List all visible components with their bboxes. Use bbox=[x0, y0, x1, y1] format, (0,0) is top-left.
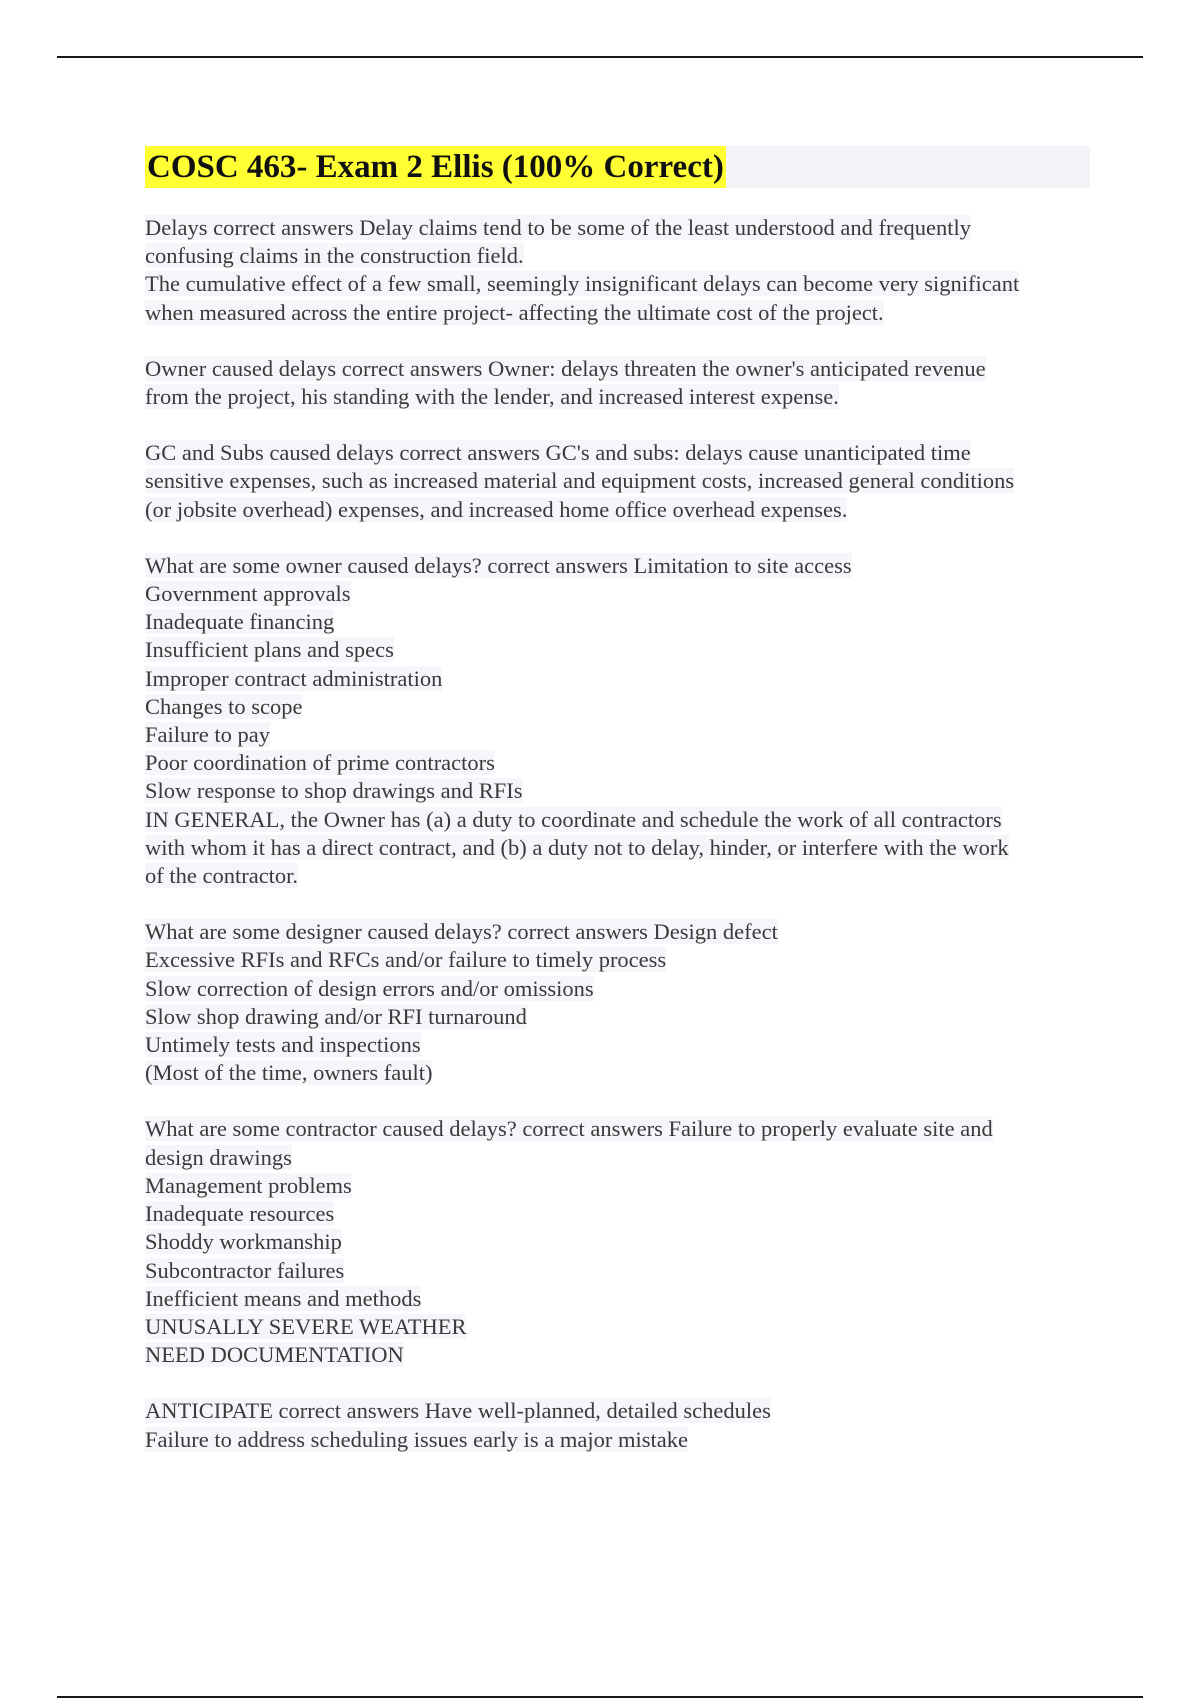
list-item: NEED DOCUMENTATION bbox=[145, 1342, 404, 1368]
list-item: Changes to scope bbox=[145, 693, 303, 719]
list-item: Improper contract administration bbox=[145, 665, 443, 691]
text-line: sensitive expenses, such as increased material and equipment costs, increased general conditions bbox=[145, 468, 1015, 494]
qa-block-designer-list bbox=[145, 918, 1090, 1087]
text-line: design drawings bbox=[145, 1144, 292, 1170]
qa-block-owner-caused bbox=[145, 355, 1090, 411]
top-rule bbox=[57, 56, 1143, 58]
list-item: Shoddy workmanship bbox=[145, 1229, 342, 1255]
list-item: Untimely tests and inspections bbox=[145, 1032, 421, 1058]
list-item: Slow response to shop drawings and RFIs bbox=[145, 778, 523, 804]
list-item: (Most of the time, owners fault) bbox=[145, 1060, 433, 1086]
list-item: Inadequate resources bbox=[145, 1201, 335, 1227]
text-line: IN GENERAL, the Owner has (a) a duty to coordinate and schedule the work of all contractors bbox=[145, 806, 1002, 832]
text-line: What are some designer caused delays? correct answers Design defect bbox=[145, 919, 778, 945]
title-band bbox=[145, 146, 1090, 188]
text-line: confusing claims in the construction field. bbox=[145, 243, 524, 269]
qa-block-owner-list bbox=[145, 552, 1090, 890]
text-line: GC and Subs caused delays correct answers GC's and subs: delays cause unanticipated time bbox=[145, 440, 971, 466]
list-item: Slow shop drawing and/or RFI turnaround bbox=[145, 1003, 527, 1029]
text-line: Failure to address scheduling issues early is a major mistake bbox=[145, 1426, 688, 1452]
text-line: from the project, his standing with the lender, and increased interest expense. bbox=[145, 384, 839, 410]
qa-block-gc-subs bbox=[145, 439, 1090, 524]
list-item: Poor coordination of prime contractors bbox=[145, 750, 495, 776]
text-line: ANTICIPATE correct answers Have well-planned, detailed schedules bbox=[145, 1398, 771, 1424]
document-body bbox=[145, 146, 1090, 1482]
qa-block-delays bbox=[145, 214, 1090, 327]
text-line: What are some contractor caused delays? correct answers Failure to properly evaluate site and bbox=[145, 1116, 993, 1142]
qa-block-contractor-list bbox=[145, 1115, 1090, 1369]
text-line: What are some owner caused delays? correct answers Limitation to site access bbox=[145, 552, 852, 578]
text-line: The cumulative effect of a few small, seemingly insignificant delays can become very significant bbox=[145, 271, 1020, 297]
text-line: (or jobsite overhead) expenses, and increased home office overhead expenses. bbox=[145, 496, 848, 522]
text-line: when measured across the entire project- affecting the ultimate cost of the project. bbox=[145, 299, 884, 325]
list-item: Government approvals bbox=[145, 581, 351, 607]
list-item: Excessive RFIs and RFCs and/or failure to timely process bbox=[145, 947, 667, 973]
text-line: Owner caused delays correct answers Owner: delays threaten the owner's anticipated revenue bbox=[145, 355, 986, 381]
list-item: Inefficient means and methods bbox=[145, 1285, 422, 1311]
qa-block-anticipate bbox=[145, 1397, 1090, 1453]
list-item: Failure to pay bbox=[145, 722, 270, 748]
list-item: Subcontractor failures bbox=[145, 1257, 345, 1283]
document-title: COSC 463- Exam 2 Ellis (100% Correct) bbox=[145, 146, 726, 188]
text-line: Delays correct answers Delay claims tend to be some of the least understood and frequently bbox=[145, 215, 971, 240]
list-item: Insufficient plans and specs bbox=[145, 637, 394, 663]
text-line: of the contractor. bbox=[145, 863, 299, 889]
text-line: with whom it has a direct contract, and (b) a duty not to delay, hinder, or interfere with the work bbox=[145, 834, 1009, 860]
list-item: Management problems bbox=[145, 1172, 352, 1198]
list-item: Slow correction of design errors and/or omissions bbox=[145, 975, 594, 1001]
list-item: UNUSALLY SEVERE WEATHER bbox=[145, 1313, 467, 1339]
list-item: Inadequate financing bbox=[145, 609, 335, 635]
bottom-rule bbox=[57, 1696, 1143, 1698]
